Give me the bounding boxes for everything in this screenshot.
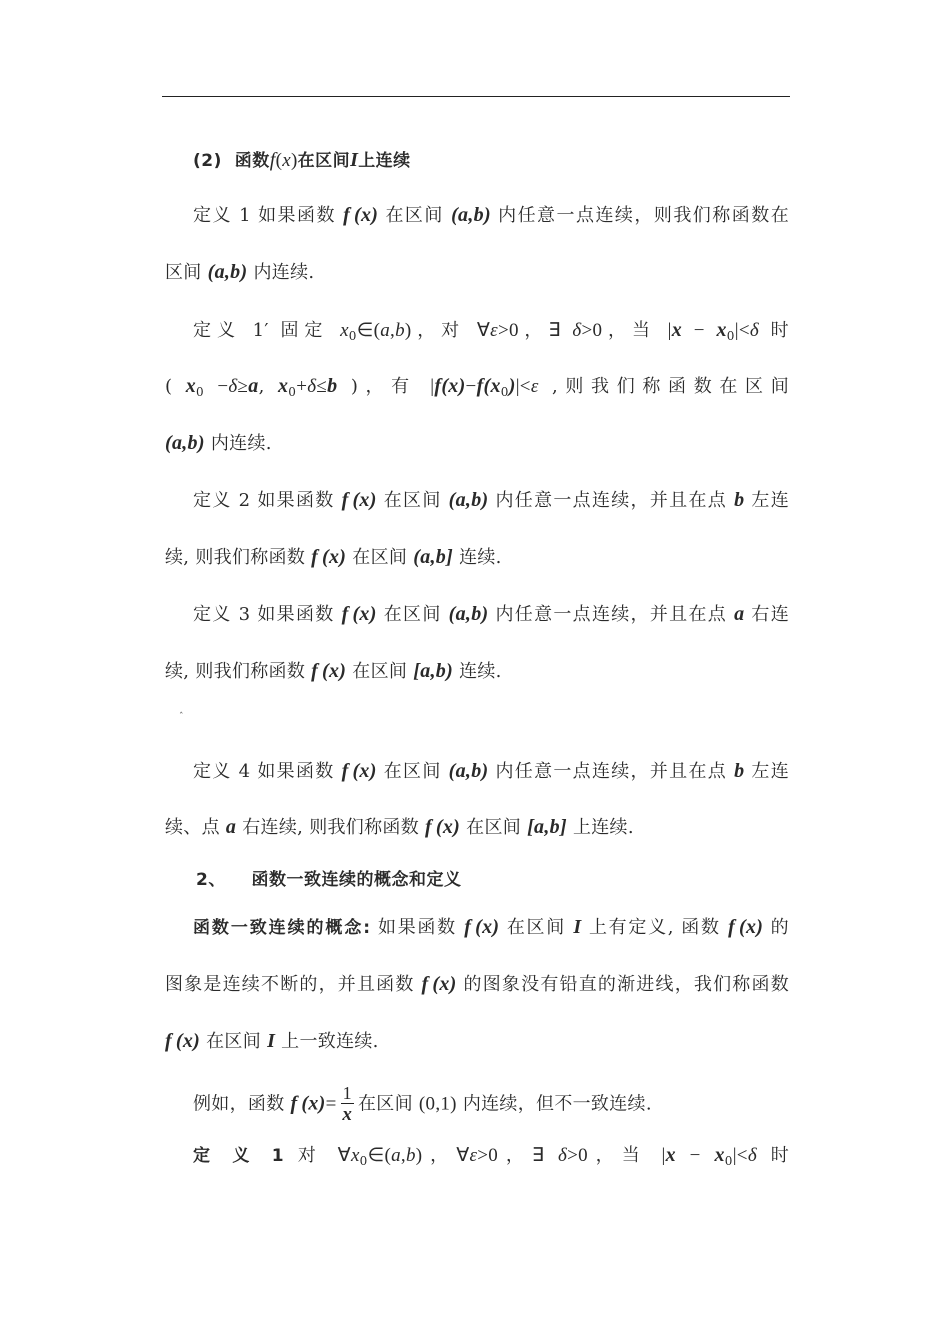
def1prime-line3: (a,b) 内连续. — [165, 432, 272, 454]
def3-line1: 定义 3 如果函数 f (x) 在区间 (a,b) 内任意一点连续，并且在点 a 右连 — [193, 603, 789, 625]
def1prime-line2: ( $x_0 -\delta\ge a$, $x_0+\delta\le b$ )，有 $|f(x)-f(x_0)|<\varepsilon$ ,则我们称函数在区间 — [165, 375, 790, 399]
heading-continuity-on-interval: (2) 函数f(x)在区间I上连续 — [193, 149, 411, 171]
def2-line2: 续, 则我们称函数 f (x) 在区间 (a,b] 连续. — [165, 546, 502, 568]
example-line: 例如，函数 f (x)= $\frac{1}{x}$ 在区间 (0,1) 内连续，但不一致连续. — [193, 1083, 652, 1125]
def1-line1: 定义 1 如果函数 f (x) 在区间 (a,b) 内任意一点连续，则我们称函数在 — [193, 204, 789, 226]
concept-line2: 图象是连续不断的，并且函数 f (x) 的图象没有铅直的渐进线，我们称函数 — [165, 973, 789, 995]
stray-mark: ˆ — [179, 712, 184, 722]
fraction-one-over-x: $\frac{1}{x}$ — [342, 1083, 353, 1125]
section-2-heading: 2、 函数一致连续的概念和定义 — [196, 870, 462, 890]
def2-line1: 定义 2 如果函数 f (x) 在区间 (a,b) 内任意一点连续，并且在点 b 左连 — [193, 489, 789, 511]
def4-line2: 续、点 a 右连续, 则我们称函数 f (x) 在区间 [a,b] 上连续. — [165, 816, 634, 838]
def1-line2: 区间 (a,b) 内连续. — [165, 261, 315, 283]
def4-line1: 定义 4 如果函数 f (x) 在区间 (a,b) 内任意一点连续，并且在点 b 左连 — [193, 760, 789, 782]
concept-line1: 函数一致连续的概念: 如果函数 f (x) 在区间 I 上有定义, 函数 f (x) 的 — [193, 916, 789, 938]
header-rule — [162, 96, 790, 97]
concept-line3: f (x) 在区间 I 上一致连续. — [165, 1030, 379, 1052]
def3-line2: 续, 则我们称函数 f (x) 在区间 [a,b) 连续. — [165, 660, 502, 682]
uniform-def1-line1: 定 义 1 对 $\forall x_0\in(a,b)$，∀ε>0，∃ δ>0，当 $|x - x_0|<\delta$ 时 — [193, 1144, 790, 1168]
def1prime-line1: 定义 1′ 固定 $x_0\in(a,b)$，对 ∀ε>0，∃ δ>0，当 $|x - x_0|<\delta$ 时 — [193, 319, 789, 343]
